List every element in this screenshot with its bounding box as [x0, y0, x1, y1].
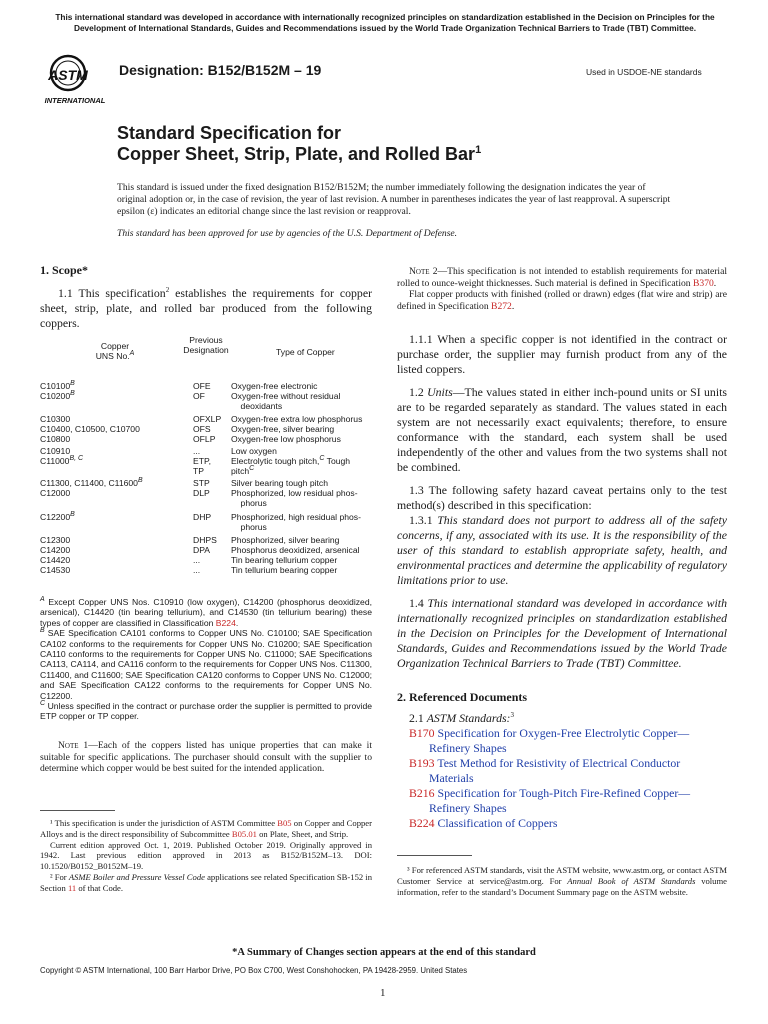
scope-1-4-text: This international standard was developed in accordance with internationally recognized principles on standardization established in the Decision on Principles for the Development of International Standards, Guides and Recommendations issued by the World Trade Organization Technical Barriers to Trade (TBT) Committee. [397, 596, 727, 670]
link-b224[interactable]: B224 [215, 617, 236, 628]
type-text: Phosphorized, low residual phos- [231, 488, 358, 498]
type-text: phorus [231, 498, 267, 508]
uns-text: C14530 [40, 565, 71, 575]
link-section-11[interactable]: 11 [67, 882, 77, 893]
reference-code-link[interactable]: B224 [409, 816, 435, 830]
cell-type [231, 414, 362, 424]
table-row [40, 535, 400, 545]
table-row [40, 414, 400, 424]
table-note-c [40, 701, 372, 722]
cell-type [231, 434, 341, 444]
note-2-text-d: . [511, 300, 515, 312]
cell-uns [40, 456, 83, 466]
cell-type [231, 381, 317, 391]
refs-sub-num: 2.1 [409, 711, 427, 725]
uns-text: C12200 [40, 512, 71, 522]
uns-footnote-mark: B [137, 477, 143, 485]
note-a-text: Except Copper UNS Nos. C10910 (low oxygen), C14200 (phosphorus deoxidized, arsenical), C14420 (tin bearing tellurium), and C14530 (tin tellurium bearing) these types of copper are classified in Classification [40, 597, 372, 628]
referenced-documents [397, 690, 727, 831]
uns-footnote-mark: B [70, 380, 75, 388]
table-row [40, 456, 400, 466]
footnote-3 [397, 865, 727, 897]
uns-text: C10800 [40, 434, 71, 444]
cell-type [231, 555, 337, 565]
cell-uns [40, 512, 75, 522]
scope-1-3-1-num: 1.3.1 [409, 513, 438, 527]
table-row [40, 424, 400, 434]
reference-code-link[interactable]: B193 [409, 756, 435, 770]
uns-text: C10100 [40, 381, 71, 391]
footnote-1 [40, 818, 372, 840]
fn1-b: on Copper and Copper Alloys and is the direct responsibility of Subcommittee [40, 818, 372, 839]
cell-type [231, 535, 339, 545]
uns-text: C11000 [40, 456, 70, 466]
note-2-text-c: Flat copper products with finished (rolled or drawn) edges (flat wire and strip) are defined in Specification [397, 289, 727, 312]
cell-uns [40, 478, 143, 488]
reference-title-link-cont[interactable]: Refinery Shapes [429, 801, 507, 815]
cell-type [231, 512, 361, 522]
cell-uns [40, 555, 70, 565]
cell-uns [40, 391, 75, 401]
title-line-2 [117, 144, 481, 165]
table-row [40, 565, 400, 575]
reference-title-link-cont[interactable]: Refinery Shapes [429, 741, 507, 755]
scope-1-2-text: —The values stated in either inch-pound units or SI units are to be regarded separately as standard. The values stated in each system are not necessarily exact equivalents; therefore, to ensure conformance with the standard, each system shall be used independently of the other and values from the two systems shall not be combined. [397, 385, 727, 474]
table-row [40, 466, 400, 476]
scope-1-4-num: 1.4 [409, 596, 428, 610]
header-designation [180, 335, 232, 355]
cell-designation: OFS [193, 424, 211, 434]
cell-type [231, 565, 337, 575]
cell-designation: ETP, [193, 456, 211, 466]
type-text: Oxygen-free, silver bearing [231, 424, 335, 434]
logo-word: ASTM [48, 67, 88, 83]
header-type: Type of Copper [276, 347, 335, 357]
reference-title-link[interactable]: Specification for Oxygen-Free Electrolytic Copper— [434, 726, 690, 740]
scope-continued [397, 332, 727, 671]
cell-uns [40, 565, 70, 575]
scope-1-3: 1.3 The following safety hazard caveat pertains only to the test method(s) described in this specification: [397, 483, 727, 512]
type-text: Oxygen-free low phosphorus [231, 434, 341, 444]
copper-table-header [40, 335, 380, 365]
type-text: Electrolytic tough pitch, [231, 456, 320, 466]
reference-item [397, 786, 727, 801]
footnote-1-edition: Current edition approved Oct. 1, 2019. Published October 2019. Originally approved in 1942. Last previous edition approved in 2013 as B152/B152M–13. DOI: 10.1520/B0152_B0152M–19. [40, 839, 372, 872]
uns-footnote-mark: B [70, 511, 75, 519]
fn1-c: on Plate, Sheet, and Strip. [256, 828, 349, 839]
refs-sub-title: ASTM Standards: [426, 711, 511, 725]
page-title [117, 123, 481, 165]
cell-designation: DLP [193, 488, 210, 498]
uns-text: C12300 [40, 535, 71, 545]
table-notes [40, 597, 372, 722]
note-1-label: Note 1 [58, 740, 89, 751]
cell-designation: DHP [193, 512, 212, 522]
cell-designation: OFXLP [193, 414, 222, 424]
cell-designation: STP [193, 478, 210, 488]
cell-type [231, 466, 254, 476]
cell-designation: OFE [193, 381, 211, 391]
scope-1-1-1: 1.1.1 When a specific copper is not identified in the contract or purchase order, the supplier may furnish product from any of the listed coppers. [397, 332, 727, 376]
reference-item [397, 816, 727, 831]
uns-text: C10910 [40, 446, 71, 456]
table-row [40, 488, 400, 498]
cell-uns [40, 535, 70, 545]
uns-footnote-mark: B, C [69, 455, 84, 463]
note-a-mark: A [40, 596, 45, 604]
scope-1-2-num: 1.2 [409, 385, 428, 399]
cell-type [231, 488, 358, 498]
title-footnote-mark: 1 [475, 144, 482, 156]
footnote-rule-left [40, 810, 115, 811]
type-text: Low oxygen [231, 446, 277, 456]
type-text: Oxygen-free electronic [231, 381, 318, 391]
footnote-mark-3: 3 [510, 711, 514, 720]
type-text: Tin tellurium bearing copper [231, 565, 338, 575]
used-in-note: Used in USDOE-NE standards [586, 67, 702, 77]
cell-uns [40, 488, 70, 498]
cell-uns [40, 446, 70, 456]
logo-sub: INTERNATIONAL [44, 96, 106, 105]
link-b05[interactable]: B05 [277, 818, 292, 828]
note-2-text-b: . [713, 277, 717, 289]
table-row [40, 498, 400, 508]
cell-designation: ... [193, 555, 201, 565]
scope-1-4 [397, 596, 727, 671]
scope-1-3-1 [397, 513, 727, 588]
link-b272[interactable]: B272 [491, 300, 512, 312]
fn3-a: ³ For referenced ASTM standards, visit the ASTM website, www.astm.org, or contact ASTM Customer Service at service@astm.org. For [397, 865, 727, 886]
refs-heading: 2. Referenced Documents [397, 690, 528, 704]
fn1-a: ¹ This specification is under the jurisdiction of ASTM Committee [50, 818, 278, 828]
header-designation-2: Designation [183, 345, 229, 355]
note-c-text: Unless specified in the contract or purchase order the supplier is permitted to provide ETP copper or TP copper. [40, 701, 372, 722]
cell-designation: OFLP [193, 434, 216, 444]
cell-type [231, 545, 360, 555]
uns-text: C10300 [40, 414, 71, 424]
table-row [40, 391, 400, 401]
table-row [40, 522, 400, 532]
note-2-label: Note 2 [409, 266, 438, 277]
astm-logo [38, 50, 112, 106]
fn3-b: volume information, refer to the standard’s Document Summary page on the ASTM website. [397, 875, 727, 897]
note-2-para-2 [397, 289, 727, 312]
note-b-mark: B [40, 627, 45, 635]
fn2-italic: ASME Boiler and Pressure Vessel Code [68, 871, 205, 882]
scope-1-1-a: 1.1 This specification [58, 286, 166, 300]
footnote-2 [40, 872, 372, 894]
type-text: Phosphorized, silver bearing [231, 535, 340, 545]
type-footnote-mark: C [319, 455, 325, 463]
header-uns-1: Copper [100, 341, 130, 351]
note-b-text: SAE Specification CA101 conforms to Copper UNS No. C10100; SAE Specification CA102 conforms to the requirements for Copper UNS No. C10200; SAE Specification CA110 conforms to the requirements for Copper UNS No. C11000; SAE Specifications CA113, CA114, and CA116 conform to the requirements for Copper UNS Nos. C11300, C11400, and C11600; SAE Specification CA120 conforms to Copper UNS No. C12000; and SAE Specification CA122 conforms to the requirements for Copper UNS No. C12200. [40, 628, 372, 701]
cell-uns [40, 424, 140, 434]
copper-table [40, 381, 380, 581]
development-notice: This international standard was developed in accordance with internationally recognized principles on standardization established in the Decision on Principles for the Development of International Standards, Guides and Recommendations issued by the World Trade Organization Technical Barriers to Trade (TBT) Committee. [55, 12, 715, 33]
reference-title-link-cont[interactable]: Materials [429, 771, 474, 785]
title-line-1: Standard Specification for [117, 123, 342, 143]
footnote-rule-right [397, 855, 472, 856]
note-a-end: . [235, 617, 239, 628]
table-row [40, 555, 400, 565]
cell-uns [40, 545, 70, 555]
reference-item [397, 756, 727, 771]
type-text: pitch [231, 466, 250, 476]
cell-designation: OF [193, 391, 205, 401]
table-row [40, 381, 400, 391]
scope-1-3-1-text: This standard does not purport to address all of the safety concerns, if any, associated with its use. It is the responsibility of the user of this standard to establish appropriate safety, health, and environmental practices and determine the applicability of regulatory limitations prior to use. [397, 513, 727, 587]
type-text: Phosphorus deoxidized, arsenical [231, 545, 360, 555]
uns-text: C10200 [40, 391, 71, 401]
header-uns [90, 341, 140, 361]
reference-title-link[interactable]: Test Method for Resistivity of Electrical Conductor [434, 756, 681, 770]
fn2-c: of that Code. [76, 882, 123, 893]
footnote-mark-2: 2 [165, 286, 170, 295]
type-text: phorus [231, 522, 267, 532]
copyright: Copyright © ASTM International, 100 Barr Harbor Drive, PO Box C700, West Conshohocken, PA 19428-2959. United States [40, 966, 468, 975]
note-2-para [397, 266, 727, 289]
table-row [40, 401, 400, 411]
note-2 [397, 266, 727, 312]
scope-1-2-units: Units [427, 385, 453, 399]
uns-text: C14420 [40, 555, 71, 565]
footnotes-left [40, 818, 372, 894]
cell-designation: DHPS [193, 535, 217, 545]
link-b05-01[interactable]: B05.01 [231, 828, 257, 839]
fn3-italic: Annual Book of ASTM Standards [567, 875, 696, 886]
table-note-a [40, 597, 372, 628]
reference-title-link[interactable]: Classification of Coppers [434, 816, 558, 830]
note-1-text: —Each of the coppers listed has unique properties that can make it suitable for specific applications. The purchaser should consult with the supplier to determine which copper would be best suited for the intended application. [40, 740, 372, 775]
header-uns-2: UNS No. [95, 351, 130, 361]
fn2-a: ² For [50, 871, 69, 882]
cell-type [231, 478, 328, 488]
scope-section [40, 263, 372, 331]
table-row [40, 446, 400, 456]
cell-designation: DPA [193, 545, 211, 555]
dod-approval: This standard has been approved for use by agencies of the U.S. Department of Defense. [117, 228, 458, 239]
table-row [40, 545, 400, 555]
type-text: Silver bearing tough pitch [231, 478, 328, 488]
type-text: Oxygen-free extra low phosphorus [231, 414, 363, 424]
cell-designation: TP [193, 466, 204, 476]
scope-1-1 [40, 286, 372, 331]
fn2-b: applications see related Specification SB-152 in Section [40, 871, 372, 893]
uns-text: C10400, C10500, C10700 [40, 424, 140, 434]
cell-type [231, 391, 340, 401]
type-text: Tin bearing tellurium copper [231, 555, 338, 565]
cell-type [231, 424, 334, 434]
cell-type [231, 446, 277, 456]
header-designation-1: Previous [189, 335, 223, 345]
table-row [40, 434, 400, 444]
cell-designation: ... [193, 446, 201, 456]
cell-type [231, 401, 282, 411]
summary-of-changes-note: *A Summary of Changes section appears at the end of this standard [232, 947, 536, 958]
scope-heading: 1. Scope* [40, 263, 88, 277]
uns-text: C12000 [40, 488, 71, 498]
intro-paragraph: This standard is issued under the fixed designation B152/B152M; the number immediately following the designation indicates the year of original adoption or, in the case of revision, the year of last revision. A number in parentheses indicates the year of last reapproval. A superscript epsilon (ε) indicates an editorial change since the last revision or reapproval. [117, 182, 671, 217]
uns-text: C11300, C11400, C11600 [40, 478, 138, 488]
scope-1-2 [397, 385, 727, 475]
refs-subheading [397, 711, 727, 726]
type-text: Phosphorized, high residual phos- [231, 512, 361, 522]
cell-designation: ... [193, 565, 201, 575]
title-text: Copper Sheet, Strip, Plate, and Rolled Bar [117, 144, 476, 164]
designation: Designation: B152/B152M – 19 [119, 62, 322, 78]
cell-type [231, 498, 267, 508]
note-2-text-a: —This specification is not intended to establish requirements for material rolled to ounce-weight thicknesses. Such material is defined in Specification [397, 266, 727, 289]
cell-uns [40, 434, 70, 444]
cell-type [231, 522, 267, 532]
type-text-tough: Tough [324, 456, 351, 466]
table-note-b [40, 628, 372, 701]
uns-text: C14200 [40, 545, 71, 555]
reference-title-link[interactable]: Specification for Tough-Pitch Fire-Refined Copper— [434, 786, 691, 800]
table-row [40, 478, 400, 488]
note-1 [40, 740, 372, 775]
type-footnote-mark: C [249, 465, 255, 473]
type-text: Oxygen-free without residual [231, 391, 341, 401]
reference-code-link[interactable]: B216 [409, 786, 435, 800]
reference-item [397, 726, 727, 741]
header-uns-sup: A [129, 350, 135, 358]
type-text: deoxidants [231, 401, 283, 411]
cell-uns [40, 414, 70, 424]
scope-1-1-b: establishes the requirements for copper sheet, strip, plate, and rolled bar produced from the following coppers. [40, 286, 372, 330]
note-c-mark: C [40, 700, 46, 708]
uns-footnote-mark: B [70, 390, 75, 398]
reference-code-link[interactable]: B170 [409, 726, 435, 740]
page-number: 1 [380, 987, 386, 999]
ref-list [397, 726, 727, 831]
link-b370[interactable]: B370 [693, 277, 714, 289]
table-row [40, 512, 400, 522]
